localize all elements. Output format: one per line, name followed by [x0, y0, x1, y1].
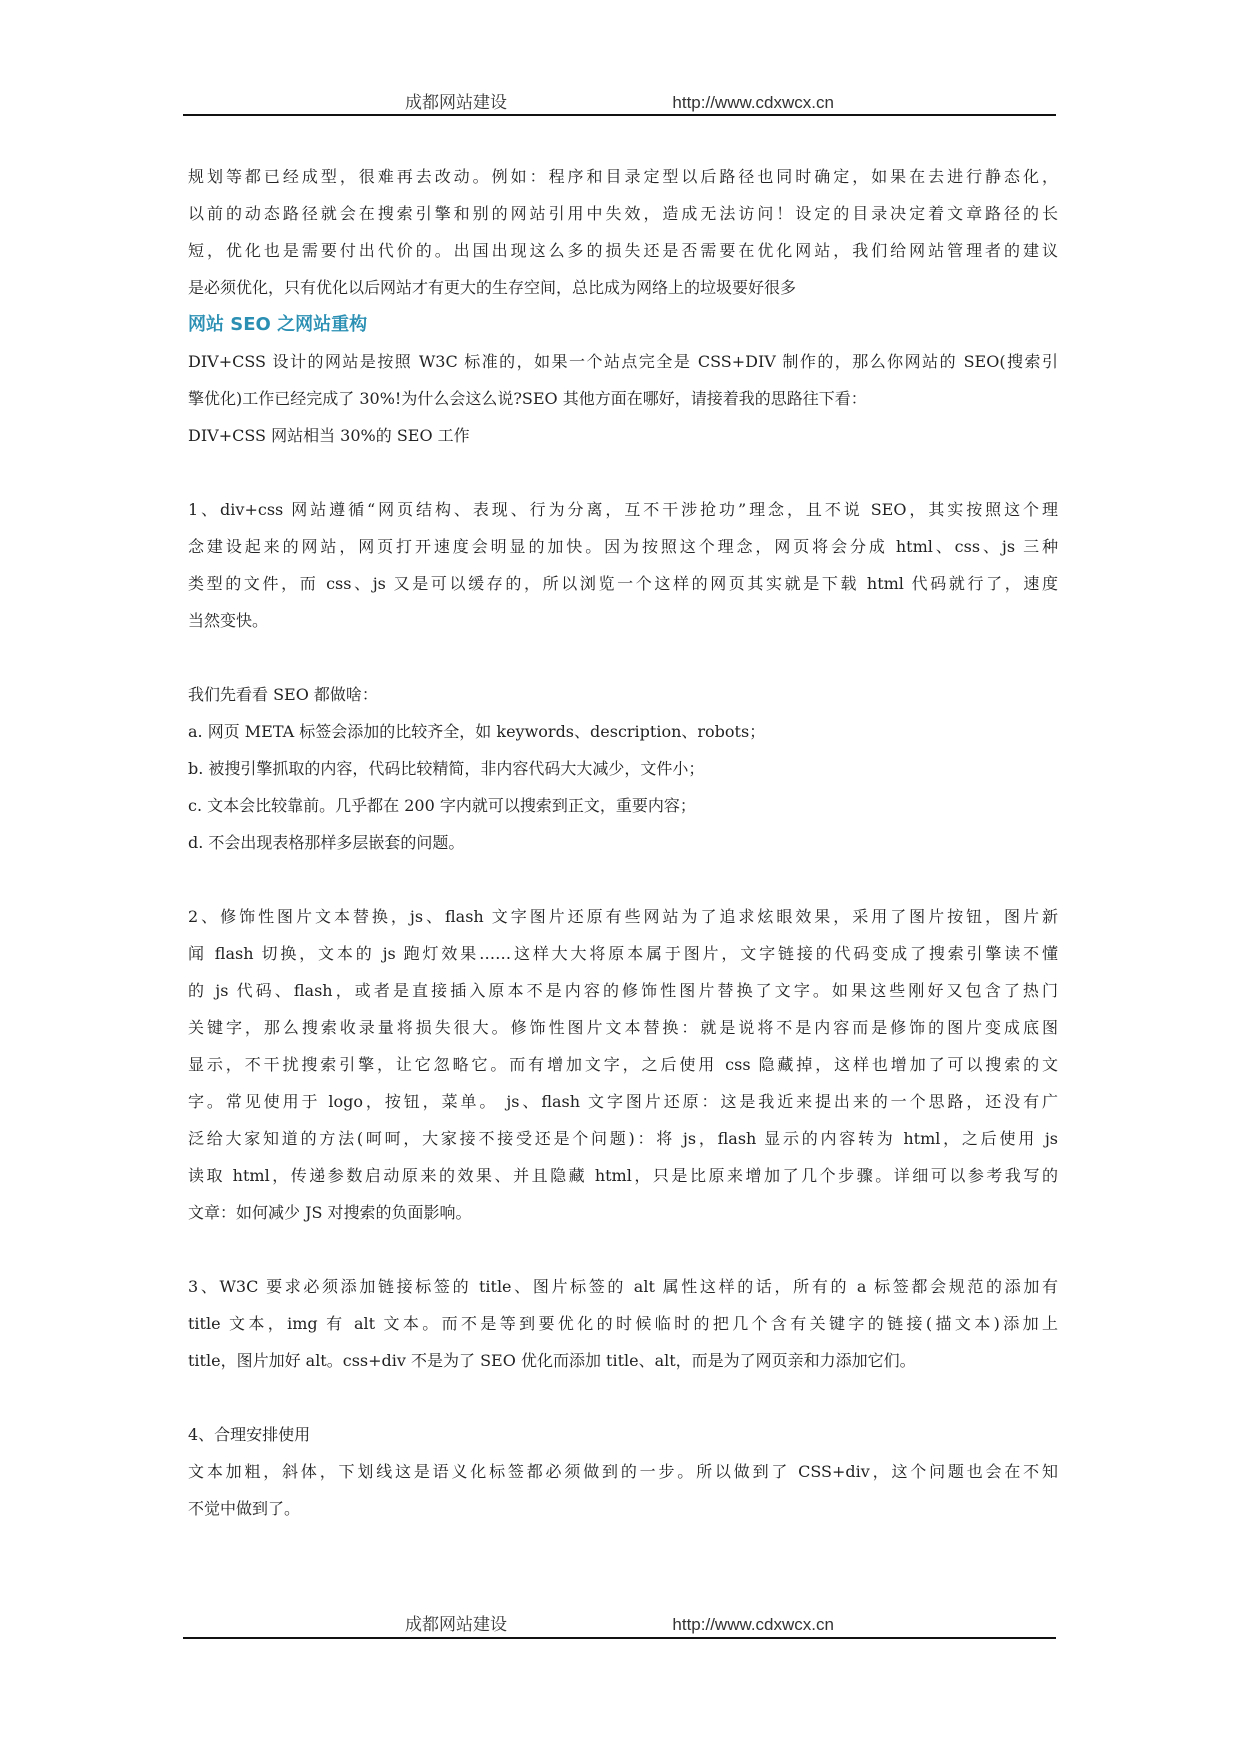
body-line: 泛给大家知道的方法(呵呵，大家接不接受还是个问题)：将 js，flash 显示的内容转为 html，之后使用 js: [188, 1129, 1058, 1148]
header-site-name: 成都网站建设: [405, 93, 507, 113]
body-line: DIV+CSS 网站相当 30%的 SEO 工作: [188, 426, 470, 445]
body-line: 显示，不干扰搜索引擎，让它忽略它。而有增加文字，之后使用 css 隐藏掉，这样也增加了可以搜索的文: [188, 1055, 1058, 1074]
body-line: 1、div+css 网站遵循“网页结构、表现、行为分离，互不干涉抢功”理念，且不说 SEO，其实按照这个理: [188, 500, 1058, 519]
page-footer: [405, 1610, 1055, 1635]
list-item: d. 不会出现表格那样多层嵌套的问题。: [188, 833, 465, 852]
paragraph-spacer: [188, 1379, 1058, 1416]
list-item: a. 网页 META 标签会添加的比较齐全，如 keywords、description、robots；: [188, 722, 766, 741]
body-line: 类型的文件，而 css、js 又是可以缓存的，所以浏览一个这样的网页其实就是下载 html 代码就行了，速度: [188, 574, 1058, 593]
section-heading: 网站 SEO 之网站重构: [188, 314, 368, 335]
body-line: 短，优化也是需要付出代价的。出国出现这么多的损失还是否需要在优化网站，我们给网站管理者的建议: [188, 241, 1058, 260]
document-body: [188, 158, 1058, 1527]
list-intro: 我们先看看 SEO 都做啥：: [188, 685, 378, 704]
body-line: 文章：如何减少 JS 对搜索的负面影响。: [188, 1203, 472, 1222]
paragraph-spacer: [188, 639, 1058, 676]
body-line: 3、W3C 要求必须添加链接标签的 title、图片标签的 alt 属性这样的话，所有的 a 标签都会规范的添加有: [188, 1277, 1058, 1296]
body-line: 2、修饰性图片文本替换，js、flash 文字图片还原有些网站为了追求炫眼效果，采用了图片按钮，图片新: [188, 907, 1058, 926]
paragraph-spacer: [188, 861, 1058, 898]
body-line: 以前的动态路径就会在搜索引擎和别的网站引用中失效，造成无法访问！设定的目录决定着文章路径的长: [188, 204, 1058, 223]
paragraph-spacer: [188, 454, 1058, 491]
footer-site-name: 成都网站建设: [405, 1615, 507, 1635]
header-rule: [183, 114, 1056, 116]
footer-rule: [183, 1637, 1056, 1639]
body-line: 4、合理安排使用: [188, 1425, 311, 1444]
body-line: 擎优化)工作已经完成了 30%!为什么会这么说?SEO 其他方面在哪好，请接着我的思路往下看：: [188, 389, 867, 408]
body-line: 字。常见使用于 logo，按钮，菜单。 js、flash 文字图片还原：这是我近来提出来的一个思路，还没有广: [188, 1092, 1058, 1111]
body-line: 的 js 代码、flash，或者是直接插入原本不是内容的修饰性图片替换了文字。如果这些刚好又包含了热门: [188, 981, 1058, 1000]
body-line: 读取 html，传递参数启动原来的效果、并且隐藏 html，只是比原来增加了几个步骤。详细可以参考我写的: [188, 1166, 1058, 1185]
body-line: 文本加粗，斜体，下划线这是语义化标签都必须做到的一步。所以做到了 CSS+div，这个问题也会在不知: [188, 1462, 1058, 1481]
body-line: 规划等都已经成型，很难再去改动。例如：程序和目录定型以后路径也同时确定，如果在去进行静态化，: [188, 167, 1058, 186]
body-line: 闻 flash 切换，文本的 js 跑灯效果……这样大大将原本属于图片，文字链接的代码变成了搜索引擎读不懂: [188, 944, 1058, 963]
footer-site-url: http://www.cdxwcx.cn: [672, 1615, 834, 1634]
page-header: [405, 88, 1055, 113]
list-item: b. 被搜引擎抓取的内容，代码比较精简，非内容代码大大减少，文件小；: [188, 759, 705, 778]
body-line: title 文本，img 有 alt 文本。而不是等到要优化的时候临时的把几个含有关键字的链接(描文本)添加上: [188, 1314, 1058, 1333]
paragraph-spacer: [188, 1231, 1058, 1268]
body-line: title，图片加好 alt。css+div 不是为了 SEO 优化而添加 title、alt，而是为了网页亲和力添加它们。: [188, 1351, 916, 1370]
body-line: DIV+CSS 设计的网站是按照 W3C 标准的，如果一个站点完全是 CSS+DIV 制作的，那么你网站的 SEO(搜索引: [188, 352, 1058, 371]
body-line: 念建设起来的网站，网页打开速度会明显的加快。因为按照这个理念，网页将会分成 html、css、js 三种: [188, 537, 1058, 556]
header-site-url: http://www.cdxwcx.cn: [672, 93, 834, 112]
list-item: c. 文本会比较靠前。几乎都在 200 字内就可以搜索到正文，重要内容；: [188, 796, 696, 815]
body-line: 不觉中做到了。: [188, 1499, 301, 1518]
body-line: 是必须优化，只有优化以后网站才有更大的生存空间，总比成为网络上的垃圾要好很多: [188, 278, 797, 297]
body-line: 关键字，那么搜索收录量将损失很大。修饰性图片文本替换：就是说将不是内容而是修饰的图片变成底图: [188, 1018, 1058, 1037]
body-line: 当然变快。: [188, 611, 269, 630]
